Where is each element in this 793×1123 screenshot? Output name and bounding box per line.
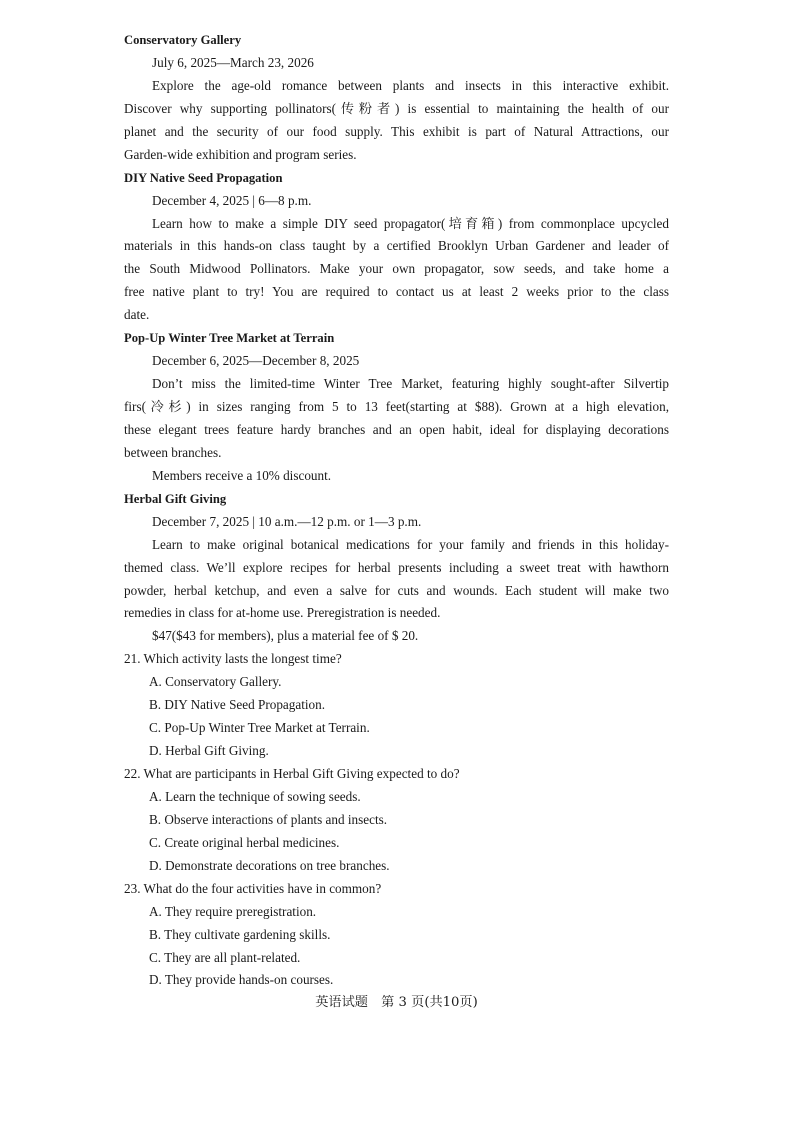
answer-option: C. They are all plant-related. <box>149 949 301 965</box>
answer-option: D. Herbal Gift Giving. <box>149 743 269 759</box>
question-stem: 22. What are participants in Herbal Gift Giving expected to do? <box>124 766 460 781</box>
paragraph-line: date. <box>124 307 150 323</box>
paragraph-line: planet and the security of our food supply. This exhibit is part of Natural Attractions, our <box>124 123 669 139</box>
section-title: DIY Native Seed Propagation <box>124 170 283 185</box>
answer-option: B. DIY Native Seed Propagation. <box>149 697 326 713</box>
paragraph-line: materials in this hands-on class taught by a certified Brooklyn Urban Gardener and leader of <box>124 238 669 254</box>
paragraph-line: Discover why supporting pollinators(传粉者) is essential to maintaining the health of our <box>124 100 669 116</box>
answer-option: A. Conservatory Gallery. <box>149 674 282 690</box>
paragraph-line: powder, herbal ketchup, and even a salve for cuts and wounds. Each student will make two <box>124 582 669 598</box>
paragraph-line: free native plant to try! You are required to contact us at least 2 weeks prior to the class <box>124 284 669 300</box>
paragraph-line: themed class. We’ll explore recipes for herbal presents including a sweet treat with hawthorn <box>124 559 669 575</box>
question-stem: 23. What do the four activities have in common? <box>124 880 382 896</box>
paragraph-line: Don’t miss the limited-time Winter Tree Market, featuring highly sought-after Silvertip <box>152 376 669 392</box>
section-date: July 6, 2025—March 23, 2026 <box>152 54 314 70</box>
paragraph-line: between branches. <box>124 444 222 460</box>
answer-option: A. They require preregistration. <box>149 903 317 919</box>
answer-option: D. They provide hands-on courses. <box>149 972 334 988</box>
answer-option: C. Pop-Up Winter Tree Market at Terrain. <box>149 720 370 736</box>
paragraph-line: Learn how to make a simple DIY seed propagator(培育箱) from commonplace upcycled <box>152 215 669 231</box>
section-date: December 4, 2025 | 6—8 p.m. <box>152 192 312 208</box>
paragraph-line: remedies in class for at-home use. Preregistration is needed. <box>124 605 441 621</box>
paragraph-line: Learn to make original botanical medications for your family and friends in this holiday- <box>152 536 669 552</box>
paragraph-line: these elegant trees feature hardy branches and an open habit, ideal for displaying decorations <box>124 421 669 437</box>
paragraph-line: firs(冷杉) in sizes ranging from 5 to 13 feet(starting at $88). Grown at a high elevation, <box>124 399 669 414</box>
question-stem: 21. Which activity lasts the longest time? <box>124 651 342 667</box>
section-title: Pop-Up Winter Tree Market at Terrain <box>124 331 335 346</box>
section-date: December 6, 2025—December 8, 2025 <box>152 353 360 369</box>
answer-option: B. They cultivate gardening skills. <box>149 926 331 942</box>
section-title: Conservatory Gallery <box>124 33 242 47</box>
price-info: $47($43 for members), plus a material fee of $ 20. <box>152 628 419 644</box>
answer-option: D. Demonstrate decorations on tree branches. <box>149 857 390 873</box>
section-title: Herbal Gift Giving <box>124 491 227 506</box>
member-discount: Members receive a 10% discount. <box>152 467 332 483</box>
answer-option: B. Observe interactions of plants and insects. <box>149 811 388 827</box>
section-date: December 7, 2025 | 10 a.m.—12 p.m. or 1—3 p.m. <box>152 513 422 529</box>
page-footer: 英语试题 第 3 页(共10页) <box>315 995 478 1010</box>
answer-option: C. Create original herbal medicines. <box>149 834 340 850</box>
answer-option: A. Learn the technique of sowing seeds. <box>149 788 361 804</box>
exam-page <box>124 29 669 992</box>
paragraph-line: the South Midwood Pollinators. Make your own propagator, sow seeds, and take home a <box>124 261 669 277</box>
paragraph-line: Garden-wide exhibition and program series. <box>124 146 357 162</box>
paragraph-line: Explore the age-old romance between plants and insects in this interactive exhibit. <box>152 77 669 93</box>
